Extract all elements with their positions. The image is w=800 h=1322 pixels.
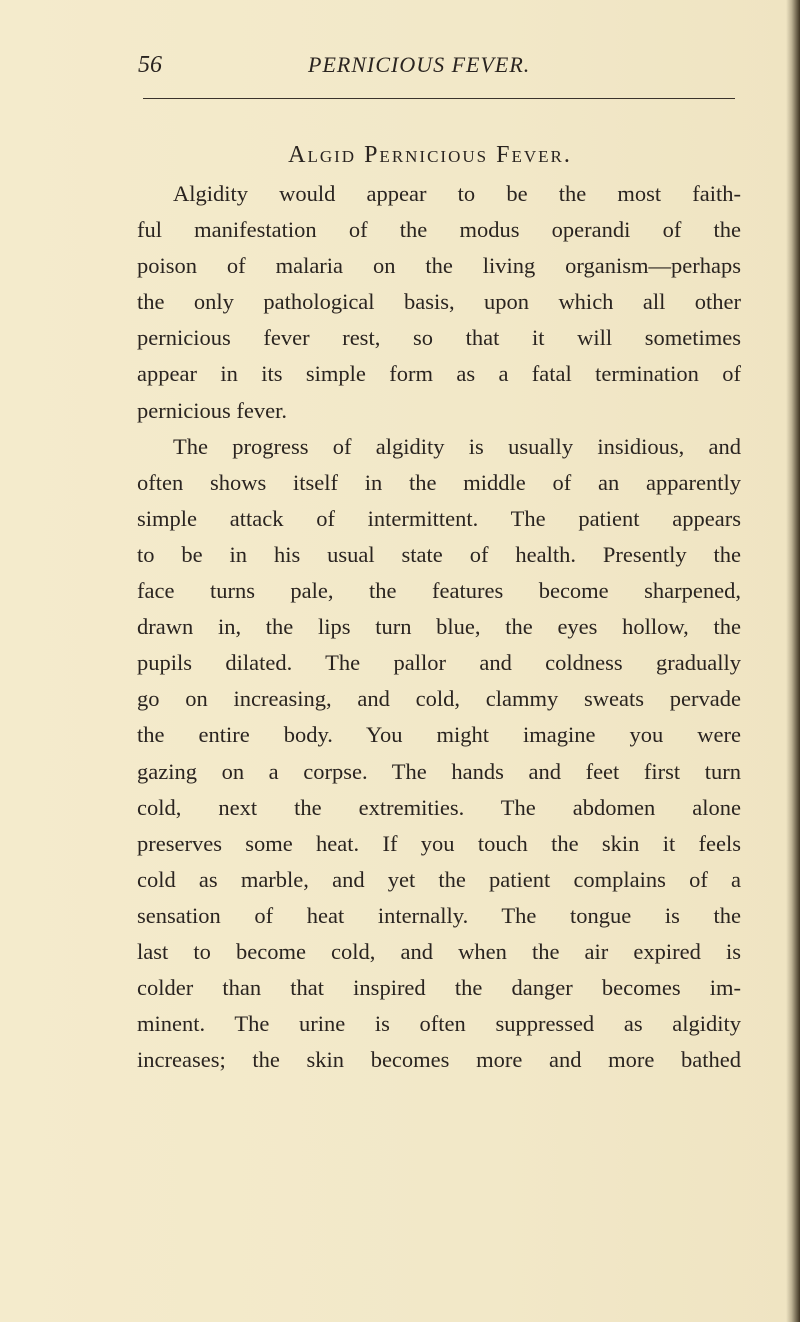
text-line: appear in its simple form as a fatal termination of — [137, 361, 741, 387]
body-text — [137, 176, 741, 1078]
text-line: to be in his usual state of health. Presently the — [137, 541, 741, 567]
text-line: simple attack of intermittent. The patient appears — [137, 505, 741, 531]
text-line: poison of malaria on the living organism—perhaps — [137, 253, 741, 279]
text-line: colder than that inspired the danger becomes im- — [137, 975, 741, 1001]
text-line: pernicious fever. — [137, 397, 287, 423]
text-line: The progress of algidity is usually insidious, and — [173, 433, 741, 459]
text-line: increases; the skin becomes more and more bathed — [137, 1047, 741, 1073]
text-line: cold as marble, and yet the patient complains of a — [137, 866, 741, 892]
page-edge-shadow — [786, 0, 800, 1322]
text-line: drawn in, the lips turn blue, the eyes hollow, the — [137, 614, 741, 640]
text-line: often shows itself in the middle of an apparently — [137, 469, 741, 495]
text-line: pernicious fever rest, so that it will sometimes — [137, 325, 741, 351]
text-line: pupils dilated. The pallor and coldness gradually — [137, 650, 741, 676]
header-rule — [143, 98, 735, 99]
text-line: sensation of heat internally. The tongue is the — [137, 902, 741, 928]
running-title: PERNICIOUS FEVER. — [308, 52, 531, 77]
text-line: the only pathological basis, upon which all other — [137, 289, 741, 315]
page-number: 56 — [138, 52, 162, 78]
text-line: ful manifestation of the modus operandi of the — [137, 217, 741, 243]
text-line: last to become cold, and when the air expired is — [137, 938, 741, 964]
running-head — [138, 52, 738, 82]
text-line: minent. The urine is often suppressed as algidity — [137, 1011, 741, 1037]
text-line: go on increasing, and cold, clammy sweats pervade — [137, 686, 741, 712]
text-line: preserves some heat. If you touch the skin it feels — [137, 830, 741, 856]
text-line: gazing on a corpse. The hands and feet first turn — [137, 758, 741, 784]
text-line: Algidity would appear to be the most faith- — [173, 181, 741, 206]
section-title: Algid Pernicious Fever. — [288, 142, 572, 168]
text-line: face turns pale, the features become sharpened, — [137, 578, 741, 604]
text-line: cold, next the extremities. The abdomen alone — [137, 794, 741, 820]
text-line: the entire body. You might imagine you were — [137, 722, 741, 748]
